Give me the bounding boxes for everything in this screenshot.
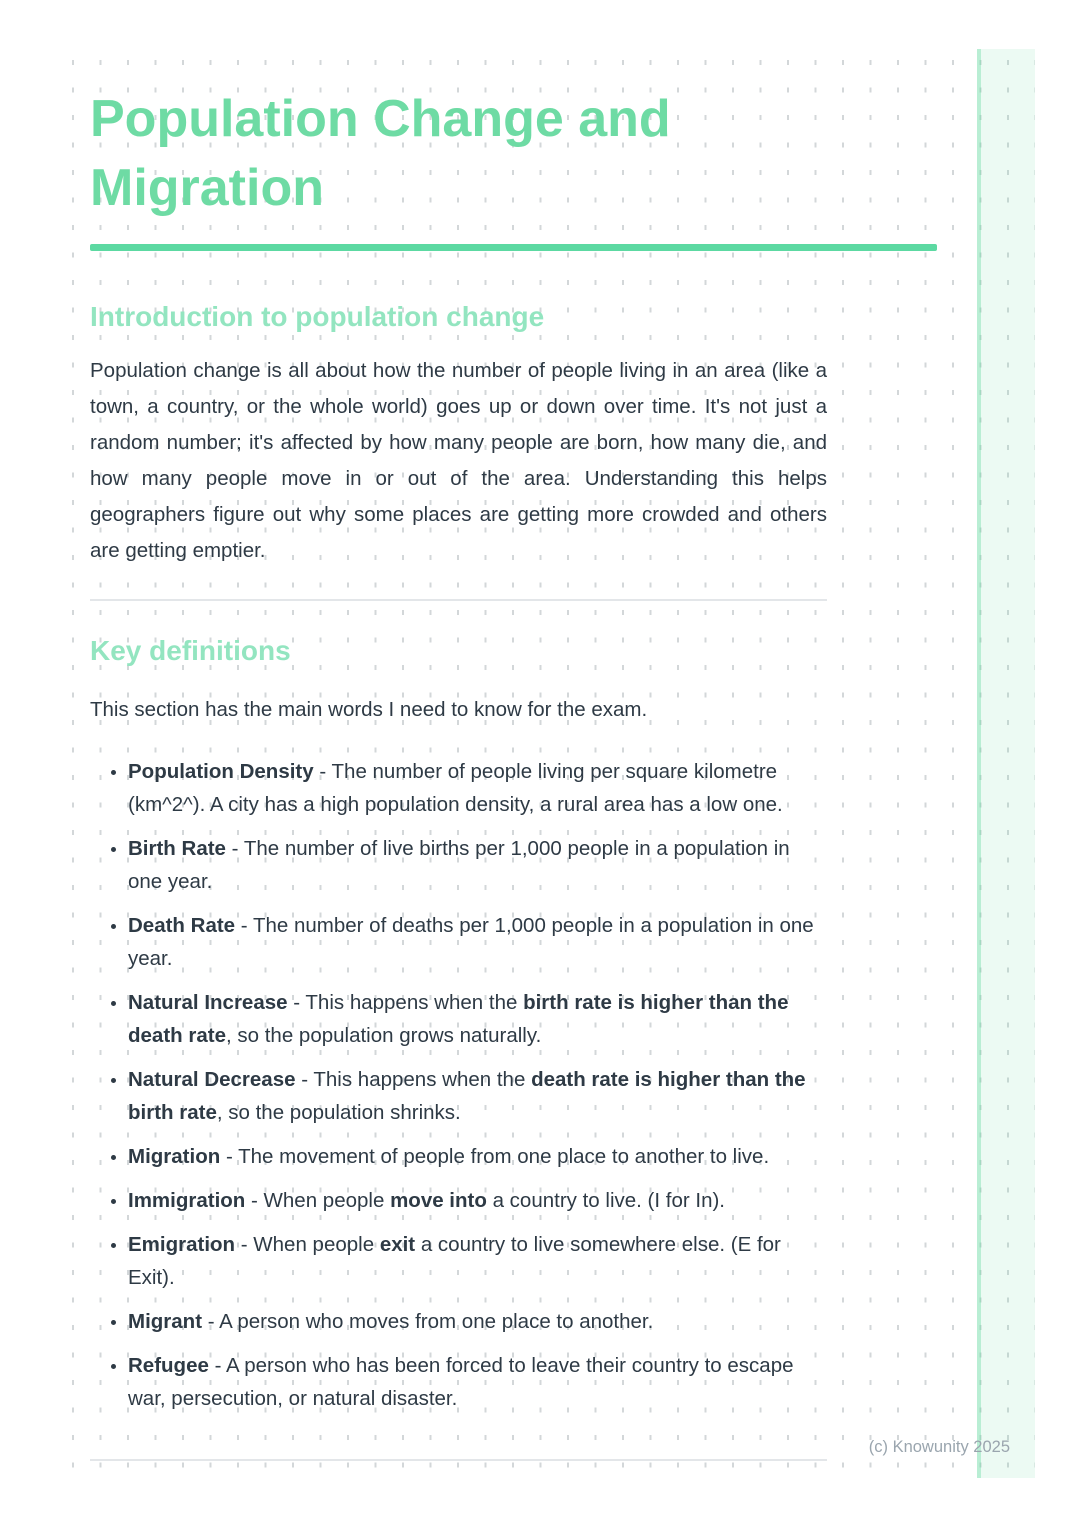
definition-item bbox=[128, 832, 828, 898]
definition-separator: - bbox=[295, 1068, 314, 1091]
definition-emphasis: birth rate is higher than the death rate bbox=[128, 991, 789, 1047]
definition-item bbox=[128, 909, 828, 975]
definition-list bbox=[90, 755, 828, 1415]
note-sheet bbox=[60, 49, 1035, 1478]
definition-text: a country to live somewhere else. (E for Exit). bbox=[128, 1233, 781, 1289]
definition-term: Immigration bbox=[128, 1189, 246, 1212]
definition-text: , so the population grows naturally. bbox=[225, 1024, 542, 1047]
divider bbox=[90, 599, 827, 601]
section-heading-key-definitions: Key definitions bbox=[90, 635, 291, 666]
note-content bbox=[90, 49, 937, 1461]
definition-text: When people bbox=[263, 1189, 391, 1212]
definition-item bbox=[128, 1305, 828, 1338]
definition-term: Refugee bbox=[128, 1354, 209, 1377]
definition-item bbox=[128, 1140, 828, 1173]
definition-emphasis: death rate is higher than the birth rate bbox=[128, 1068, 806, 1124]
definition-term: Emigration bbox=[128, 1233, 236, 1256]
definition-item bbox=[128, 1184, 828, 1217]
definition-separator: - bbox=[225, 837, 244, 860]
accent-stripe bbox=[977, 49, 1035, 1478]
definition-term: Population Density bbox=[128, 760, 314, 783]
title-underline bbox=[90, 244, 937, 251]
definition-emphasis: move into bbox=[390, 1189, 487, 1212]
definition-text: The number of people living per square kilometre (km^2^). A city has a high population density, a rural area has a low one. bbox=[128, 760, 783, 816]
definition-emphasis: exit bbox=[379, 1233, 416, 1256]
definition-text: a country to live. (I for In). bbox=[486, 1189, 726, 1212]
definition-separator: - bbox=[202, 1310, 220, 1333]
definition-separator: - bbox=[313, 760, 332, 783]
definition-item bbox=[128, 986, 828, 1052]
definition-text: This happens when the bbox=[313, 1068, 532, 1091]
definition-item bbox=[128, 1063, 828, 1129]
definition-text: The number of deaths per 1,000 people in a population in one year. bbox=[128, 914, 814, 970]
definition-item bbox=[128, 1349, 828, 1415]
definition-separator: - bbox=[208, 1354, 226, 1377]
definition-separator: - bbox=[220, 1145, 239, 1168]
page-title: Population Change and Migration bbox=[90, 90, 671, 217]
definition-item bbox=[128, 1228, 828, 1294]
definition-text: This happens when the bbox=[305, 991, 524, 1014]
definition-item bbox=[128, 755, 828, 821]
definition-text: A person who has been forced to leave their country to escape war, persecution, or natural disaster. bbox=[128, 1354, 794, 1410]
definition-term: Migration bbox=[128, 1145, 221, 1168]
footer-copyright: (c) Knowunity 2025 bbox=[868, 1438, 1010, 1456]
definition-term: Birth Rate bbox=[128, 837, 226, 860]
definition-term: Natural Increase bbox=[128, 991, 288, 1014]
key-definitions-intro: This section has the main words I need to know for the exam. bbox=[90, 698, 648, 721]
definition-term: Death Rate bbox=[128, 914, 236, 937]
definition-text: , so the population shrinks. bbox=[216, 1101, 461, 1124]
definition-text: A person who moves from one place to another. bbox=[219, 1310, 654, 1333]
divider bbox=[90, 1459, 827, 1461]
definition-separator: - bbox=[245, 1189, 264, 1212]
definition-term: Migrant bbox=[128, 1310, 203, 1333]
definition-term: Natural Decrease bbox=[128, 1068, 296, 1091]
definition-text: The movement of people from one place to another to live. bbox=[238, 1145, 770, 1168]
section-heading-introduction: Introduction to population change bbox=[90, 301, 545, 332]
introduction-paragraph: Population change is all about how the number of people living in an area (like a town, a country, or the whole world) goes up or down over time. It's not just a random number; it's affected by how many people are born, how many die, and how many people move in or out of the area. Understanding this helps geographers figure out why some places are getting more crowded and others are getting emptier. bbox=[90, 359, 827, 562]
definition-separator: - bbox=[287, 991, 306, 1014]
definition-separator: - bbox=[235, 1233, 254, 1256]
definition-separator: - bbox=[235, 914, 253, 937]
definition-text: The number of live births per 1,000 people in a population in one year. bbox=[128, 837, 790, 893]
definition-text: When people bbox=[253, 1233, 380, 1256]
